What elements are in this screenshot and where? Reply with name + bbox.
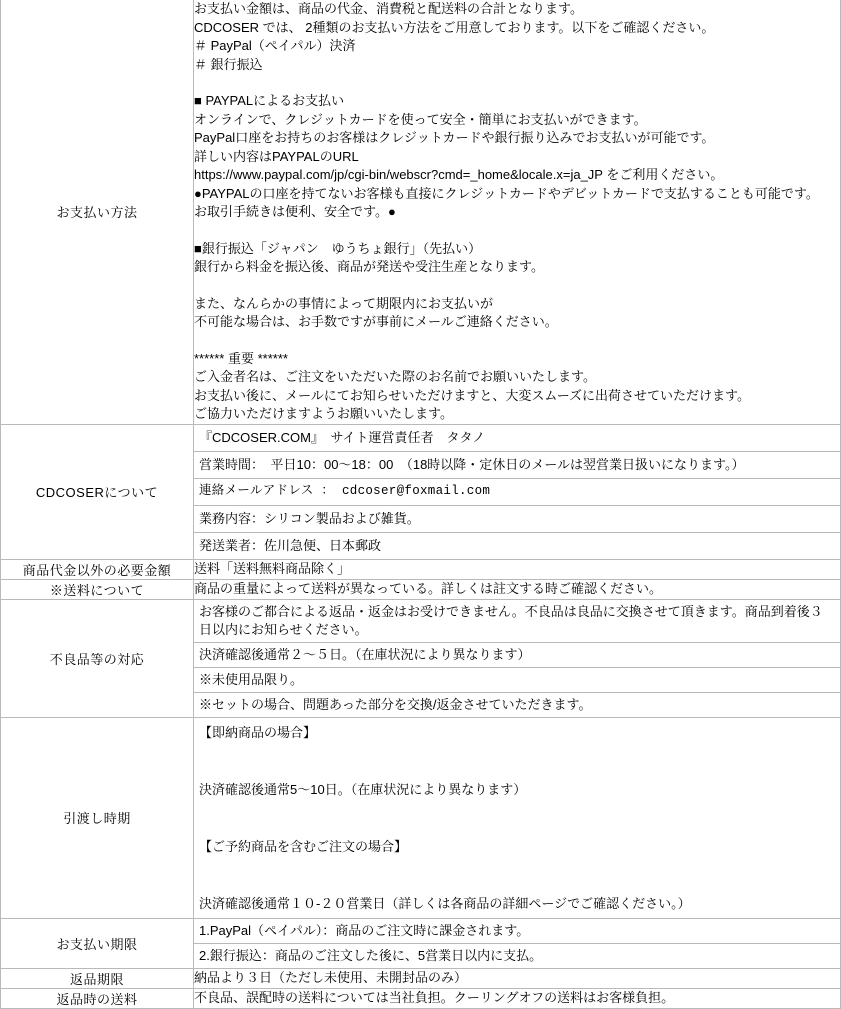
text-line-blank xyxy=(194,332,840,350)
row-content-payment-deadline xyxy=(194,918,841,968)
text-line-blank xyxy=(194,74,840,92)
text-line: また、なんらかの事情によって期限内にお支払いが xyxy=(194,295,494,311)
text-line: ※未使用品限り。 xyxy=(194,667,840,692)
row-label-return-deadline: 返品期限 xyxy=(1,968,194,988)
table-row-payment-method xyxy=(1,0,841,424)
text-line-paypal-url: https://www.paypal.com/jp/cgi-bin/webscr?cmd=_home&locale.x=ja_JP をご利用ください。 xyxy=(194,167,724,182)
row-content-handover-timing xyxy=(194,717,841,918)
text-line: お取引手続きは便利、安全です。● xyxy=(194,204,396,219)
table-row-handover-timing xyxy=(1,717,841,918)
text-line: 【ご予約商品を含むご注文の場合】 xyxy=(199,838,408,854)
row-label-return-shipping: 返品時の送料 xyxy=(1,988,194,1008)
text-line: 決済確認後通常5～10日。（在庫状況により異なります） xyxy=(199,781,527,797)
row-content-defective-goods xyxy=(194,599,841,717)
text-line: CDCOSER では、 2種類のお支払い方法をご用意しております。以下をご確認ください。 xyxy=(194,19,715,35)
row-label-handover-timing: 引渡し時期 xyxy=(1,717,194,918)
text-line: ＃ PayPal（ペイパル）決済 xyxy=(194,38,356,53)
text-line: ●PAYPALの口座を持てないお客様も直接にクレジットカードやデビットカードで支払することも可能です。 xyxy=(194,185,819,201)
row-label-shipping-fee: ※送料について xyxy=(1,579,194,599)
row-content-extra-fee: 送料「送料無料商品除く」 xyxy=(194,559,841,579)
row-content-about-cdcoser xyxy=(194,424,841,559)
text-line: お客様のご都合による返品・返金はお受けできません。不良品は良品に交換させて頂きます。商品到着後３日以内にお知らせください。 xyxy=(199,603,823,637)
table-row-about-cdcoser xyxy=(1,424,841,559)
text-line-blank xyxy=(194,861,840,889)
text-line: ＃ 銀行振込 xyxy=(194,56,263,72)
text-line-blank xyxy=(194,804,840,832)
text-line: 『CDCOSER.COM』 サイト運営責任者 タタノ xyxy=(199,429,486,445)
text-line: 銀行から料金を振込後、商品が発送や受注生産となります。 xyxy=(194,259,544,274)
text-line-email: 連絡メールアドレス ： cdcoser@foxmail.com xyxy=(194,478,840,505)
text-line: ■ PAYPALによるお支払い xyxy=(194,93,345,108)
row-label-extra-fee: 商品代金以外の必要金額 xyxy=(1,559,194,579)
text-line: ■銀行振込「ジャパン ゆうちょ銀行」（先払い） xyxy=(194,240,482,256)
text-line: ご協力いただけますようお願いいたします。 xyxy=(194,406,453,421)
row-label-payment-deadline: お支払い期限 xyxy=(1,918,194,968)
text-line: お支払い金額は、商品の代金、消費税と配送料の合計となります。 xyxy=(194,1,583,16)
table-row-payment-deadline xyxy=(1,918,841,968)
table-row-return-deadline xyxy=(1,968,841,988)
text-line: ご入金者名は、ご注文をいただいた際のお名前でお願いいたします。 xyxy=(194,369,596,384)
row-label-about-cdcoser: CDCOSERについて xyxy=(1,424,194,559)
text-line: ※セットの場合、問題あった部分を交換/返金させていただきます。 xyxy=(194,692,840,717)
text-line-blank xyxy=(194,747,840,775)
text-line: 詳しい内容はPAYPALのURL xyxy=(194,148,359,164)
text-line-blank xyxy=(194,222,840,240)
text-line: オンラインで、クレジットカードを使って安全・簡単にお支払いができます。 xyxy=(194,111,647,127)
row-content-payment-method xyxy=(194,0,841,424)
text-line: 営業時間： 平日10：00～18：00 （18時以降・定休日のメールは翌営業日扱いになります。） xyxy=(194,451,840,478)
row-content-shipping-fee: 商品の重量によって送料が異なっている。詳しくは註文する時ご確認ください。 xyxy=(194,579,841,599)
text-line: 業務内容：シリコン製品および雑貨。 xyxy=(194,505,840,532)
table-row-extra-fee xyxy=(1,559,841,579)
text-line: 不可能な場合は、お手数ですが事前にメールご連絡ください。 xyxy=(194,314,558,329)
text-line: 2.銀行振込：商品のご注文した後に、5営業日以内に支払。 xyxy=(194,943,840,968)
text-line: 【即納商品の場合】 xyxy=(199,724,317,740)
table-row-shipping-fee xyxy=(1,579,841,599)
text-line: 決済確認後通常１０-２０営業日（詳しくは各商品の詳細ページでご確認ください。） xyxy=(199,895,691,911)
text-line: 発送業者：佐川急便、日本郵政 xyxy=(194,532,840,559)
text-line: 決済確認後通常２～５日。（在庫状況により異なります） xyxy=(194,642,840,667)
text-line: PayPal口座をお持ちのお客様はクレジットカードや銀行振り込みでお支払いが可能です。 xyxy=(194,130,715,145)
table-row-return-shipping xyxy=(1,988,841,1008)
text-line: お支払い後に、メールにてお知らせいただけますと、大変スムーズに出荷させていただけます。 xyxy=(194,387,751,403)
row-label-defective-goods: 不良品等の対応 xyxy=(1,599,194,717)
row-content-return-deadline: 納品より３日（ただし未使用、未開封品のみ） xyxy=(194,968,841,988)
table-row-defective-goods xyxy=(1,599,841,717)
text-line: 1.PayPal（ペイパル）：商品のご注文時に課金されます。 xyxy=(199,922,530,938)
row-content-return-shipping: 不良品、誤配時の送料については当社負担。クーリングオフの送料はお客様負担。 xyxy=(194,988,841,1008)
row-label-payment-method: お支払い方法 xyxy=(1,0,194,424)
text-line: ****** 重要 ****** xyxy=(194,350,288,366)
text-line-blank xyxy=(194,277,840,295)
